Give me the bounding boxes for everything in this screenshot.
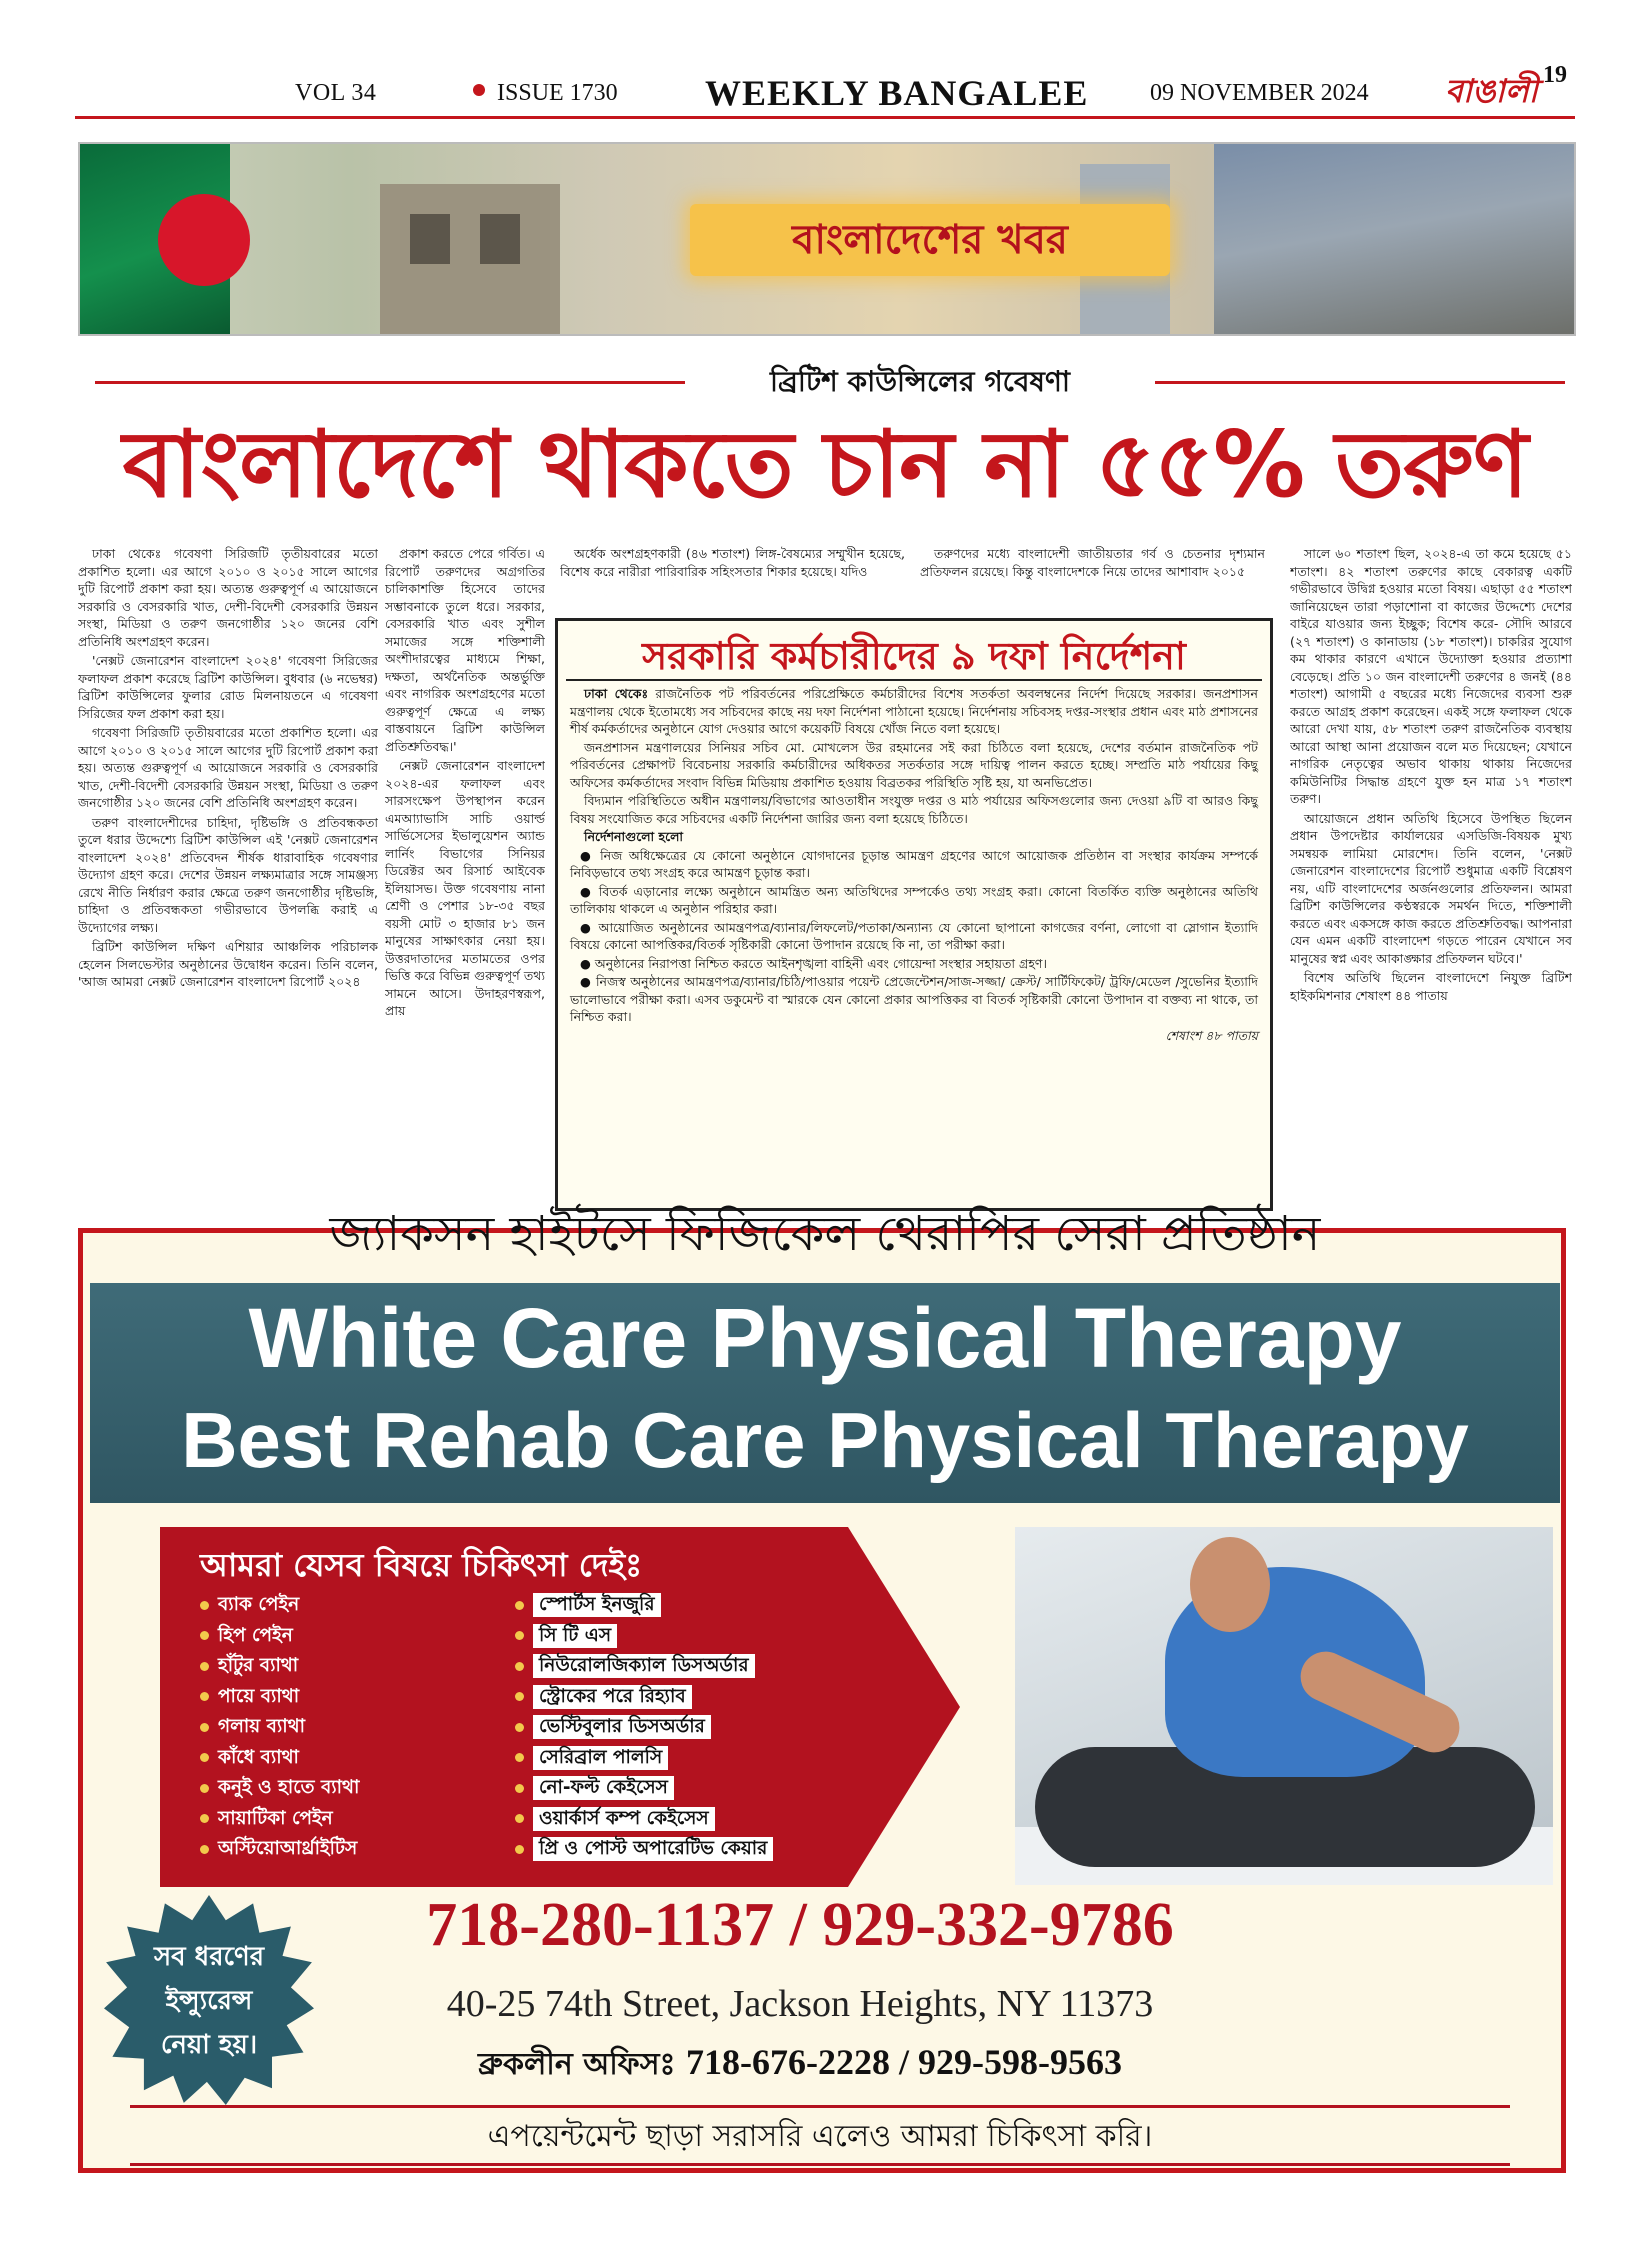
services-list-left [200, 1590, 359, 1865]
insurance-line: সব ধরণের [153, 1942, 265, 1972]
ad-address: 40-25 74th Street, Jackson Heights, NY 11373 [446, 1983, 1154, 2025]
service-item [515, 1804, 773, 1835]
bullet-icon [515, 1631, 524, 1640]
bullet-icon [200, 1631, 209, 1640]
ad-headline-bangla: জ্যাকসন হাইটসে ফিজিকেল থেরাপির সেরা প্রতিষ্ঠান [329, 1206, 1321, 1262]
volume-number: VOL 34 [295, 80, 377, 106]
insurance-text [104, 1935, 314, 2067]
notice-box [555, 618, 1273, 1211]
newspaper-logo: বাঙালী [1445, 72, 1538, 110]
service-item [515, 1590, 773, 1621]
kicker-text: ব্রিটিশ কাউন্সিলের গবেষণা [769, 365, 1070, 398]
service-item [515, 1743, 773, 1774]
service-item [515, 1621, 773, 1652]
article-column-4 [920, 545, 1265, 605]
notice-subheading: নির্দেশনাগুলো হলো [584, 829, 684, 844]
brooklyn-phones[interactable]: 718-676-2228 / 929-598-9563 [686, 2042, 1122, 2082]
service-label: ওয়ার্কার্স কম্প কেইসেস [533, 1807, 715, 1831]
insurance-line: ইন্স্যুরেন্স [165, 1986, 253, 2016]
bullet-icon [515, 1784, 524, 1793]
paragraph: তরুণদের মধ্যে বাংলাদেশী জাতীয়তার গর্ব ও চেতনার দৃশ্যমান প্রতিফলন রয়েছে। কিন্তু বাংলাদেশকে নিয়ে তাদের আশাবাদ ২০১৫ [920, 546, 1265, 579]
kicker-rule-right [1155, 381, 1565, 384]
brooklyn-label: ব্রুকলীন অফিসঃ [478, 2047, 676, 2082]
service-item [200, 1804, 359, 1835]
parliament-building-image [380, 184, 560, 334]
service-item [200, 1682, 359, 1713]
paragraph: 'নেক্সট জেনারেশন বাংলাদেশ ২০২৪' গবেষণা সিরিজের ফলাফল প্রকাশ করেছে ব্রিটিশ কাউন্সিল। বুধবার (৬ নভেম্বর) ব্রিটিশ কাউন্সিলের ফুলার রোড মিলনায়তনে এ গবেষণা সিরিজের ফল প্রকাশ করা হয়। [78, 653, 378, 721]
service-item [200, 1743, 359, 1774]
paragraph: বিদ্যমান পরিস্থিতিতে অধীন মন্ত্রণালয়/বিভাগের আওতাধীন সংযুক্ত দপ্তর ও মাঠ পর্যায়ের অফিসগুলোর জন্য দেওয়া ৯টি বা আরও কিছু বিষয় সংযোজিত করে সচিবদের একটি নির্দেশনা জারির জন্য বলা হয়েছে চিঠিতে। [570, 793, 1258, 826]
directive-item: ● নিজস্ব অনুষ্ঠানের আমন্ত্রণপত্র/ব্যানার/চিঠি/পাওয়ার পয়েন্ট প্রেজেন্টেশন/সাজ-সজ্জা/ ক্রেস্ট/ সার্টিফিকেট/ ট্রফি/মেডেল /সুভেনির ইত্যাদি ভালোভাবে পরীক্ষা করা। এসব ডকুমেন্ট বা স্মারকে যেন কোনো প্রকার আপত্তিকর বা বিতর্ক সৃষ্টিকারী কোনো উপাদান বা বক্তব্য না থাকে, তা নিশ্চিত করা। [570, 974, 1258, 1024]
paragraph: তরুণ বাংলাদেশীদের চাহিদা, দৃষ্টিভঙ্গি ও প্রতিবন্ধকতা তুলে ধরার উদ্দেশ্যে ব্রিটিশ কাউন্সিল এই 'নেক্সট জেনারেশন বাংলাদেশ ২০২৪' প্রতিবেদন শীর্ষক ধারাবাহিক গবেষণার উদ্যোগ গ্রহণ করে। দেশের উন্নয়ন লক্ষ্যমাত্রার সঙ্গে সামঞ্জস্য রেখে নীতি নির্ধারণ করার ক্ষেত্রে তরুণ জনগোষ্ঠীর দৃষ্টিভঙ্গি, চাহিদা ও প্রতিবন্ধকতা গভীরভাবে উপলব্ধি করাই এ উদ্যোগের লক্ষ্য। [78, 814, 378, 935]
article-column-1 [78, 545, 378, 1220]
paragraph: অর্ধেক অংশগ্রহণকারী (৪৬ শতাংশ) লিঙ্গ-বৈষম্যের সম্মুখীন হয়েছে, বিশেষ করে নারীরা পারিবারিক সহিংসতার শিকার হয়েছে। যদিও [560, 546, 905, 579]
building-window [480, 214, 520, 264]
paragraph: প্রকাশ করতে পেরে গর্বিত। এ রিপোর্ট তরুণদের অগ্রগতির চালিকাশক্তি হিসেবে তাদের সম্ভাবনাকে তুলে ধরে। সরকার, বেসরকারি খাত এবং সুশীল সমাজের সঙ্গে শক্তিশালী অংশীদারত্বের মাধ্যমে শিক্ষা, দক্ষতা, অর্থনৈতিক অন্তর্ভুক্তি এবং নাগরিক অংশগ্রহণের মতো গুরুত্বপূর্ণ ক্ষেত্রে এ লক্ষ্য বাস্তবায়নে ব্রিটিশ কাউন্সিল প্রতিশ্রুতিবদ্ধ।' [385, 546, 545, 754]
issue-date: 09 NOVEMBER 2024 [1150, 80, 1369, 106]
insurance-line: নেয়া হয়। [160, 2030, 258, 2060]
notice-title: সরকারি কর্মচারীদের ৯ দফা নির্দেশনা [642, 634, 1186, 678]
paragraph: গবেষণা সিরিজটি তৃতীয়বারের মতো প্রকাশিত হলো। এর আগে ২০১০ ও ২০১৫ সালে আগের দুটি রিপোর্ট প্রকাশ করা হয়। অত্যন্ত গুরুত্বপূর্ণ এ আয়োজনে সরকারি ও বেসরকারি খাত, দেশী-বিদেশী বেসরকারি উন্নয়ন সংস্থা, মিডিয়া ও তরুণ জনগোষ্ঠীর ১২০ জনের বেশি প্রতিনিধি অংশগ্রহণ করেন। [78, 725, 378, 810]
service-label: সেরিব্রাল পালসি [533, 1746, 668, 1770]
bullet-icon [200, 1662, 209, 1671]
bullet-icon [200, 1784, 209, 1793]
service-label: ব্যাক পেইন [218, 1594, 300, 1615]
bullet-icon [200, 1601, 209, 1610]
notice-body [570, 685, 1258, 1044]
kicker-rule-left [95, 381, 685, 384]
service-label: নিউরোলজিক্যাল ডিসঅর্ডার [533, 1654, 755, 1678]
service-label: অস্টিয়োআর্থ্রাইটিস [218, 1838, 358, 1859]
article-headline: বাংলাদেশে থাকতে চান না ৫৫% তরুণ [122, 411, 1528, 518]
service-label: স্ট্রোকের পরে রিহ্যাব [533, 1685, 692, 1709]
bullet-icon [515, 1753, 524, 1762]
bullet-icon [200, 1692, 209, 1701]
paragraph: সালে ৬০ শতাংশ ছিল, ২০২৪-এ তা কমে হয়েছে ৫১ শতাংশ। ৪২ শতাংশ তরুণের কাছে বেকারত্ব একটি গভীরভাবে উদ্বিগ্ন হওয়ার মতো বিষয়। এছাড়া ৫৫ শতাংশ জানিয়েছেন তারা পড়াশোনা বা কাজের উদ্দেশ্যে দেশের বাইরে যাওয়ার জন্য ইচ্ছুক; বিশেষ করে- সৌদি আরবে (২৭ শতাংশ) ও কানাডায় (১৮ শতাংশ)। চাকরির সুযোগ কম থাকার কারণে এখানে উদ্যোক্তা হওয়ার প্রত্যাশা বেড়েছে। প্রতি ১০ জন বাংলাদেশী তরুণের ৪ জনই (৪৪ শতাংশ) আগামী ৫ বছরের মধ্যে নিজেদের ব্যবসা শুরু করতে আগ্রহ প্রকাশ করেছেন। একই সঙ্গে ফলাফল থেকে আরো দেখা যায়, ৫৮ শতাংশ তরুণ রাজনৈতিক ব্যবস্থায় আরো আস্থা আনা প্রয়োজন বলে মত দিয়েছেন; যেখানে নাগরিক নেতৃত্বের অভাব থাকায় থাকায় নিজেদের কমিউনিটির সিদ্ধান্ত গ্রহণে যুক্ত হন মাত্র ১৭ শতাংশ তরুণ। [1290, 546, 1572, 806]
service-item [200, 1712, 359, 1743]
bullet-icon [515, 1662, 524, 1671]
bullet-icon [200, 1814, 209, 1823]
bullet-separator [473, 84, 485, 96]
service-label: পায়ে ব্যাথা [218, 1685, 300, 1707]
bullet-icon [200, 1753, 209, 1762]
article-column-3 [560, 545, 905, 605]
service-label: কনুই ও হাতে ব্যাথা [218, 1777, 360, 1798]
paragraph: ঢাকা থেকেঃ গবেষণা সিরিজটি তৃতীয়বারের মতো প্রকাশিত হলো। এর আগে ২০১০ ও ২০১৫ সালে আগের দুটি রিপোর্ট প্রকাশ করা হয়। অত্যন্ত গুরুত্বপূর্ণ এ আয়োজনে সরকারি ও বেসরকারি খাত, দেশী-বিদেশী বেসরকারি উন্নয়ন সংস্থা, মিডিয়া ও তরুণ জনগোষ্ঠীর ১২০ জনের বেশি প্রতিনিধি অংশগ্রহণ করেন। [78, 546, 378, 649]
continued-note: শেষাংশ ৪৮ পাতায় [1165, 1027, 1258, 1043]
service-item [515, 1773, 773, 1804]
bullet-icon [200, 1723, 209, 1732]
bullet-icon [200, 1845, 209, 1854]
service-label: সায়াটিকা পেইন [218, 1807, 333, 1829]
newspaper-title: WEEKLY BANGALEE [705, 73, 1089, 113]
paragraph: আয়োজনে প্রধান অতিথি হিসেবে উপস্থিত ছিলেন প্রধান উপদেষ্টার কার্যালয়ের এসডিজি-বিষয়ক মুখ্য সমন্বয়ক লামিয়া মোরশেদ। তিনি বলেন, 'নেক্সট জেনারেশন বাংলাদেশের রিপোর্ট শুধুমাত্র একটি বিশ্লেষণ নয়, এটি বাংলাদেশের অর্জনগুলোর প্রতিফলন। আমরা ব্রিটিশ কাউন্সিলের কণ্ঠস্বরকে সমর্থন দিতে, শক্তিশালী করতে এবং একসঙ্গে কাজ করতে প্রতিশ্রুতিবদ্ধ। আপনারা যেন এমন একটি বাংলাদেশ গড়তে পারেন যেখানে সব মানুষের স্বপ্ন এবং আকাঙ্ক্ষার প্রতিফলন ঘটবে।' [1290, 810, 1572, 966]
service-item [200, 1834, 359, 1865]
service-item [200, 1621, 359, 1652]
service-label: স্পোর্টস ইনজুরি [533, 1593, 661, 1617]
notice-lead [570, 685, 1258, 738]
services-list-right [515, 1590, 773, 1865]
article-column-5 [1290, 545, 1572, 1220]
bullet-icon [515, 1692, 524, 1701]
service-label: সি টি এস [533, 1624, 617, 1648]
notice-rule [566, 679, 1262, 681]
service-label: কাঁধে ব্যাথা [218, 1746, 299, 1768]
service-item [200, 1590, 359, 1621]
service-item [515, 1682, 773, 1713]
masthead [75, 62, 1575, 118]
directive-item: ● অনুষ্ঠানের নিরাপত্তা নিশ্চিত করতে আইনশৃঙ্খলা বাহিনী এবং গোয়েন্দা সংস্থার সহায়তা গ্রহণ। [580, 955, 1047, 971]
ad-business-name: White Care Physical Therapy [248, 1291, 1402, 1385]
service-label: হাঁটুর ব্যাথা [218, 1655, 299, 1676]
service-label: ভেস্টিবুলার ডিসঅর্ডার [533, 1715, 711, 1739]
paragraph: বিশেষ অতিথি ছিলেন বাংলাদেশে নিযুক্ত ব্রিটিশ হাইকমিশনার শেষাংশ ৪৪ পাতায় [1290, 970, 1572, 1003]
directive-item: ● নিজ অধিক্ষেত্রের যে কোনো অনুষ্ঠানে যোগদানের চূড়ান্ত আমন্ত্রণ গ্রহণের আগে আয়োজক প্রতিষ্ঠান বা সংস্থার কার্যক্রম সম্পর্কে নিবিড়ভাবে তথ্য সংগ্রহ করে আমন্ত্রণ চূড়ান্ত করা। [570, 847, 1258, 880]
service-item [200, 1773, 359, 1804]
paragraph: নেক্সট জেনারেশন বাংলাদেশ ২০২৪-এর ফলাফল এবং সারসংক্ষেপ উপস্থাপন করেন এমআ্যাভাসি সাচি ওয়ার্ল্ড সার্ভিসেসের ইভালুয়েশন অ্যান্ড লার্নিং বিভাগের সিনিয়র ডিরেক্টর অব রিসার্চ আইবেক ইলিয়াসভ। উক্ত গবেষণায় নানা শ্রেণী ও পেশার ১৮-৩৫ বছর বয়সী মোট ৩ হাজার ৮১ জন মানুষের সাক্ষাৎকার নেয়া হয়। উত্তরদাতাদের মতামতের ওপর ভিত্তি করে বিভিন্ন গুরুত্বপূর্ণ তথ্য সামনে আসে। উদাহরণস্বরূপ, প্রায় [385, 758, 545, 1018]
service-label: প্রি ও পোস্ট অপারেটিভ কেয়ার [533, 1837, 773, 1861]
service-label: গলায় ব্যাথা [218, 1716, 305, 1737]
bullet-icon [515, 1845, 524, 1854]
ad-business-subname: Best Rehab Care Physical Therapy [181, 1396, 1469, 1484]
banner-title: বাংলাদেশের খবর [792, 217, 1068, 263]
service-label: হিপ পেইন [218, 1624, 293, 1646]
flyover-image [1214, 144, 1574, 334]
ad-footer-text: এপয়েন্টমেন্ট ছাড়া সরাসরি এলেও আমরা চিকিৎসা করি। [487, 2119, 1153, 2154]
article-kicker [95, 360, 1565, 400]
therapy-photo [1015, 1527, 1553, 1885]
brooklyn-office [300, 2040, 1300, 2091]
services-title: আমরা যেসব বিষয়ে চিকিৎসা দেইঃ [200, 1546, 643, 1584]
masthead-rule [75, 116, 1575, 119]
building-window [410, 214, 450, 264]
flag-red-disc [158, 194, 250, 286]
directive-item: ● বিতর্ক এড়ানোর লক্ষ্যে অনুষ্ঠানে আমন্ত্রিত অন্য অতিথিদের সম্পর্কেও তথ্য সংগ্রহ করা। কোনো বিতর্কিত ব্যক্তি অনুষ্ঠানের অতিথি তালিকায় থাকলে এ অনুষ্ঠান পরিহার করা। [570, 883, 1258, 916]
paragraph: ব্রিটিশ কাউন্সিল দক্ষিণ এশিয়ার আঞ্চলিক পরিচালক হেলেন সিলভেস্টার অনুষ্ঠানের উদ্বোধন করেন। তিনি বলেন, 'আজ আমরা নেক্সট জেনারেশন বাংলাদেশ রিপোর্ট ২০২৪ [78, 939, 378, 989]
bullet-icon [515, 1723, 524, 1732]
service-item [515, 1712, 773, 1743]
bullet-icon [515, 1814, 524, 1823]
service-item [515, 1651, 773, 1682]
dateline: ঢাকা থেকেঃ [584, 686, 649, 701]
paragraph: জনপ্রশাসন মন্ত্রণালয়ের সিনিয়র সচিব মো. মোখলেস উর রহমানের সই করা চিঠিতে বলা হয়েছে, দেশের বর্তমান রাজনৈতিক পট পরিবর্তনের প্রেক্ষাপট বিবেচনায় সরকারি কর্মচারীদের অধিকতর সতর্কতার সঙ্গে দায়িত্ব পালন করতে হচ্ছে। সম্প্রতি মাঠ পর্যায়ের কিছু অফিসের কর্মকর্তাদের সংবাদ বিভিন্ন মিডিয়ায় প্রকাশিত হওয়ায় বিব্রতকর পরিস্থিতি সৃষ্টি হয়, যা অনভিপ্রেত। [570, 739, 1258, 790]
section-banner [78, 142, 1576, 336]
service-item [200, 1651, 359, 1682]
directive-item: ● আয়োজিত অনুষ্ঠানের আমন্ত্রণপত্র/ব্যানার/লিফলেট/পতাকা/অন্যান্য যে কোনো ছাপানো কাগজের বর্ণনা, লোগো বা স্লোগান ইত্যাদি বিষয়ে কোনো আপত্তিকর/বিতর্ক সৃষ্টিকারী কোনো উপাদান রয়েছে কি না, তা পরীক্ষা করা। [570, 919, 1258, 952]
bullet-icon [515, 1601, 524, 1610]
lead-text: রাজনৈতিক পট পরিবর্তনের পরিপ্রেক্ষিতে কর্মচারীদের বিশেষ সতর্কতা অবলম্বনের নির্দেশ দিয়েছে সরকার। জনপ্রশাসন মন্ত্রণালয় থেকে ইতোমধ্যে সব সচিবদের কাছে নয় দফা নির্দেশনা পাঠানো হয়েছে। নির্দেশনায় সচিবসহ দপ্তর-সংস্থার প্রধান এবং মাঠ প্রশাসনের শীর্ষ কর্মকর্তাদের অনুষ্ঠানে যোগ দেওয়ার আগে কয়েকটি বিষয়ে খোঁজ নিতে বলা হয়েছে। [570, 686, 1258, 736]
ad-phone-numbers[interactable]: 718-280-1137 / 929-332-9786 [426, 1891, 1174, 1959]
page-number: 19 [1543, 62, 1567, 88]
issue-number: ISSUE 1730 [497, 80, 618, 106]
article-column-2 [385, 545, 545, 1220]
therapist-head [1190, 1537, 1270, 1632]
service-item [515, 1834, 773, 1865]
service-label: নো-ফল্ট কেইসেস [533, 1776, 674, 1800]
